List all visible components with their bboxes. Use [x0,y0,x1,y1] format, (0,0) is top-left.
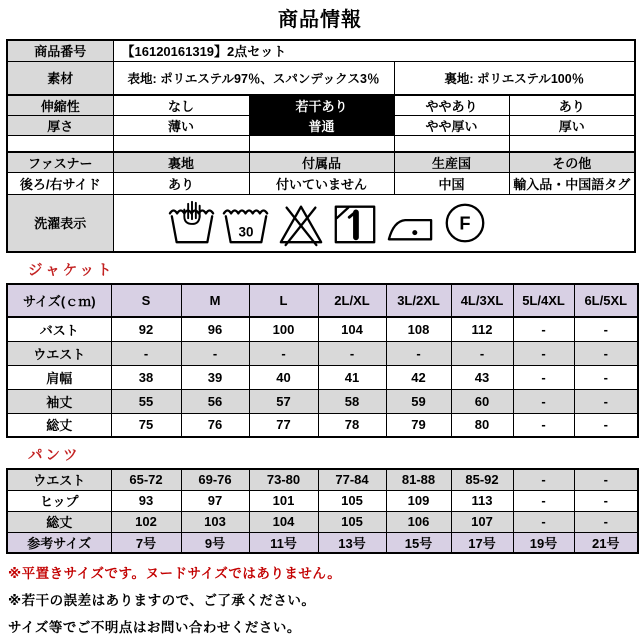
line-dry-shade-icon [331,199,379,247]
size-cell: 39 [181,365,249,389]
size-cell: - [249,341,318,365]
other-header: その他 [509,152,635,173]
size-cell: 60 [451,389,513,413]
thickness-option-selected: 普通 [249,116,394,136]
table-row [7,365,638,389]
item-number-value: 【16120161319】2点セット [113,40,635,61]
size-header-cell: 3L/2XL [386,284,451,317]
table-row [7,511,638,532]
row-label: ウエスト [7,341,111,365]
size-cell: 42 [386,365,451,389]
size-cell: 100 [249,317,318,341]
size-cell: 75 [111,413,181,437]
size-cell: 19号 [513,532,574,553]
size-cell: - [513,413,574,437]
size-cell: - [513,389,574,413]
size-cell: - [513,341,574,365]
size-cell: 76 [181,413,249,437]
size-cell: - [574,511,638,532]
spacer-cell [113,136,249,152]
table-row [7,341,638,365]
hand-wash-icon [168,199,216,247]
table-row [7,532,638,553]
size-cell: - [111,341,181,365]
size-header-cell: S [111,284,181,317]
size-cell: 112 [451,317,513,341]
size-cell: 104 [318,317,386,341]
page-title: 商品情報 [278,9,362,31]
size-cell: 80 [451,413,513,437]
pants-section-label: パンツ [28,448,81,464]
size-cell: 113 [451,490,513,511]
size-cell: - [574,365,638,389]
size-cell: 17号 [451,532,513,553]
fastener-header: ファスナー [7,152,113,173]
row-label: バスト [7,317,111,341]
size-cell: 56 [181,389,249,413]
size-cell: - [574,490,638,511]
size-cell: 108 [386,317,451,341]
size-cell: 69-76 [181,469,249,490]
size-cell: 77 [249,413,318,437]
care-symbols-row [7,194,635,252]
stretch-option: あり [509,95,635,116]
thickness-option: 薄い [113,116,249,136]
size-cell: 81-88 [386,469,451,490]
size-cell: - [318,341,386,365]
jacket-size-header-row [7,284,638,317]
spacer-cell [394,136,509,152]
other-value: 輸入品・中国語タグ [509,172,635,194]
accessories-header: 付属品 [249,152,394,173]
thickness-option: やや厚い [394,116,509,136]
attrs-header-row [7,152,635,173]
size-unit-header-cell: サイズ(ｃｍ) [7,284,111,317]
machine-wash-30-icon [222,199,270,247]
size-cell: 93 [111,490,181,511]
size-cell: - [386,341,451,365]
item-number-label: 商品番号 [7,40,113,61]
table-row [7,389,638,413]
size-cell: 106 [386,511,451,532]
table-row [7,317,638,341]
dry-clean-letter-text: F [459,212,471,234]
accessories-value: 付いていません [249,172,394,194]
size-cell: 102 [111,511,181,532]
size-cell: 57 [249,389,318,413]
size-header-cell: M [181,284,249,317]
material-row [7,61,635,95]
size-cell: - [574,341,638,365]
size-cell: - [574,469,638,490]
lining-header: 裏地 [113,152,249,173]
size-cell: 79 [386,413,451,437]
size-cell: 41 [318,365,386,389]
material-lining-value: 裏地: ポリエステル100％ [394,61,635,95]
size-cell: 77-84 [318,469,386,490]
size-cell: 55 [111,389,181,413]
table-row [7,490,638,511]
spacer-cell [7,136,113,152]
size-cell: 103 [181,511,249,532]
care-label: 洗濯表示 [7,194,113,252]
size-cell: - [513,511,574,532]
size-cell: - [513,490,574,511]
care-symbols [113,194,635,252]
size-cell: 11号 [249,532,318,553]
product-info-table [6,39,636,253]
size-cell: 15号 [386,532,451,553]
size-cell: - [451,341,513,365]
spacer-cell [249,136,394,152]
row-label: 総丈 [7,413,111,437]
size-cell: 21号 [574,532,638,553]
thickness-label: 厚さ [7,116,113,136]
origin-value: 中国 [394,172,509,194]
size-header-cell: 2L/XL [318,284,386,317]
size-cell: 85-92 [451,469,513,490]
size-cell: 43 [451,365,513,389]
size-header-cell: 4L/3XL [451,284,513,317]
size-cell: 9号 [181,532,249,553]
size-cell: 73-80 [249,469,318,490]
stretch-label: 伸縮性 [7,95,113,116]
size-cell: 92 [111,317,181,341]
size-cell: 97 [181,490,249,511]
size-cell: 59 [386,389,451,413]
size-cell: - [513,317,574,341]
size-cell: 107 [451,511,513,532]
material-outer-value: 表地: ポリエステル97％、スパンデックス3％ [113,61,394,95]
origin-header: 生産国 [394,152,509,173]
size-cell: 38 [111,365,181,389]
size-cell: - [574,317,638,341]
note-flat-measurement: ※平置きサイズです。ヌードサイズではありません。 [8,566,342,581]
lining-value: あり [113,172,249,194]
size-header-cell: 5L/4XL [513,284,574,317]
fastener-value: 後ろ/右サイド [7,172,113,194]
size-cell: 40 [249,365,318,389]
row-label: 参考サイズ [7,532,111,553]
wash-temp-text: 30 [238,224,254,240]
size-cell: 7号 [111,532,181,553]
size-header-cell: 6L/5XL [574,284,638,317]
size-cell: 78 [318,413,386,437]
item-number-row [7,40,635,61]
size-cell: 96 [181,317,249,341]
size-cell: 104 [249,511,318,532]
dry-clean-f-icon [441,199,489,247]
iron-low-icon [386,199,434,247]
size-cell: - [181,341,249,365]
stretch-option: なし [113,95,249,116]
note-tolerance: ※若干の誤差はありますので、ご了承ください。 [8,593,316,608]
footer-notes [8,562,640,636]
size-cell: - [574,389,638,413]
jacket-size-table [6,283,639,438]
size-header-cell: L [249,284,318,317]
row-label: ヒップ [7,490,111,511]
spacer-cell [509,136,635,152]
pants-size-table [6,468,639,554]
size-cell: 109 [386,490,451,511]
size-cell: - [513,365,574,389]
table-row [7,413,638,437]
row-label: ウエスト [7,469,111,490]
do-not-bleach-icon [277,199,325,247]
size-cell: - [574,413,638,437]
table-row [7,469,638,490]
size-cell: - [513,469,574,490]
thickness-row [7,116,635,136]
row-label: 総丈 [7,511,111,532]
size-cell: 105 [318,511,386,532]
size-cell: 13号 [318,532,386,553]
stretch-option: ややあり [394,95,509,116]
size-cell: 101 [249,490,318,511]
attrs-value-row [7,172,635,194]
row-label: 袖丈 [7,389,111,413]
row-label: 肩幅 [7,365,111,389]
stretch-row [7,95,635,116]
size-cell: 105 [318,490,386,511]
size-cell: 58 [318,389,386,413]
material-label: 素材 [7,61,113,95]
note-contact: サイズ等でご不明点はお問い合わせください。 [8,620,301,635]
jacket-section-label: ジャケット [28,263,115,279]
spacer-row [7,136,635,152]
thickness-option: 厚い [509,116,635,136]
stretch-option-selected: 若干あり [249,95,394,116]
size-cell: 65-72 [111,469,181,490]
